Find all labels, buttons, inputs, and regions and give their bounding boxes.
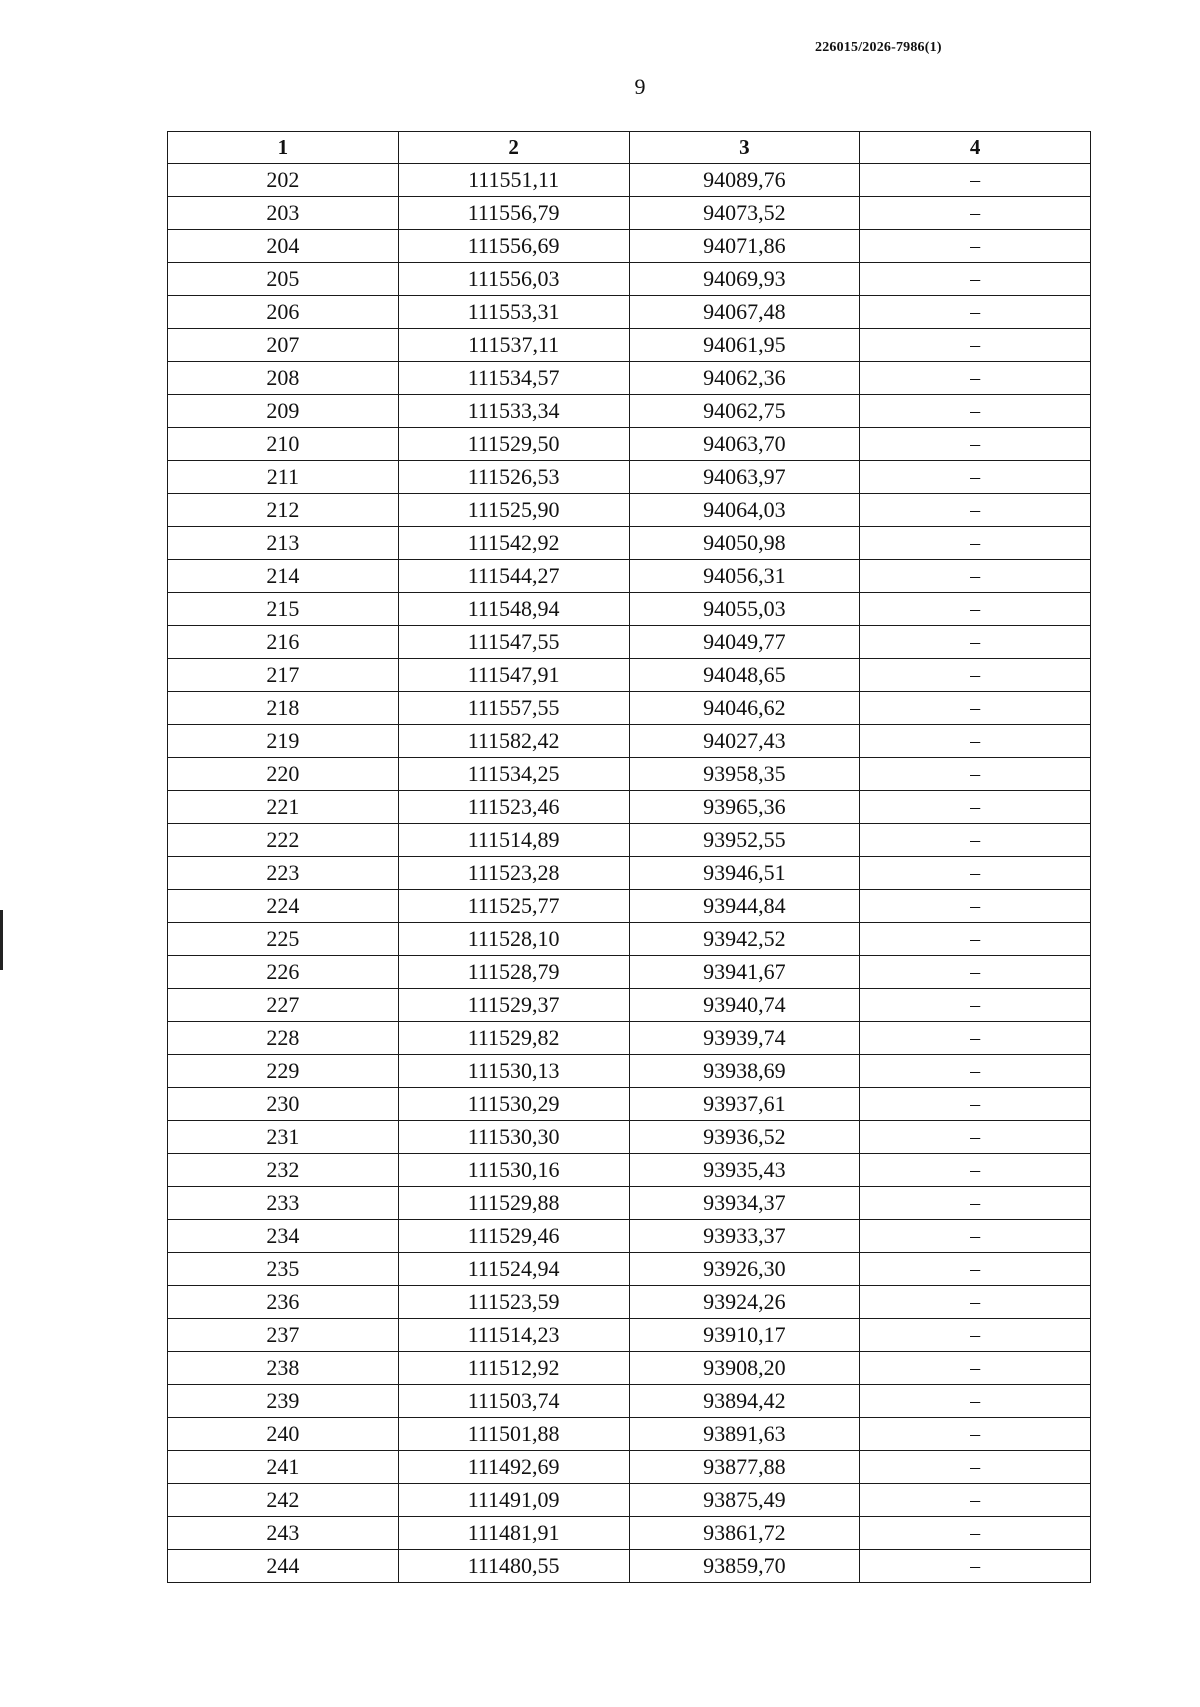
note-cell: – [860, 725, 1091, 758]
note-cell: – [860, 1055, 1091, 1088]
x-coordinate-cell: 111526,53 [398, 461, 629, 494]
y-coordinate-cell: 94071,86 [629, 230, 860, 263]
table-row [168, 164, 1091, 197]
table-row [168, 1319, 1091, 1352]
x-coordinate-cell: 111530,16 [398, 1154, 629, 1187]
table-row [168, 1286, 1091, 1319]
y-coordinate-cell: 93859,70 [629, 1550, 860, 1583]
y-coordinate-cell: 93965,36 [629, 791, 860, 824]
note-cell: – [860, 1088, 1091, 1121]
point-number-cell: 242 [168, 1484, 399, 1517]
page-number: 9 [634, 74, 646, 99]
note-cell: – [860, 428, 1091, 461]
point-number-cell: 226 [168, 956, 399, 989]
point-number-cell: 224 [168, 890, 399, 923]
column-header-4: 4 [860, 132, 1091, 164]
note-cell: – [860, 461, 1091, 494]
note-cell: – [860, 164, 1091, 197]
note-cell: – [860, 494, 1091, 527]
table-row [168, 758, 1091, 791]
y-coordinate-cell: 93938,69 [629, 1055, 860, 1088]
note-cell: – [860, 1550, 1091, 1583]
column-header-3: 3 [629, 132, 860, 164]
table-row [168, 1055, 1091, 1088]
note-cell: – [860, 758, 1091, 791]
point-number-cell: 244 [168, 1550, 399, 1583]
y-coordinate-cell: 94064,03 [629, 494, 860, 527]
table-row [168, 1121, 1091, 1154]
note-cell: – [860, 1022, 1091, 1055]
table-row [168, 263, 1091, 296]
y-coordinate-cell: 94062,75 [629, 395, 860, 428]
note-cell: – [860, 1319, 1091, 1352]
x-coordinate-cell: 111530,29 [398, 1088, 629, 1121]
x-coordinate-cell: 111556,03 [398, 263, 629, 296]
note-cell: – [860, 1187, 1091, 1220]
y-coordinate-cell: 93926,30 [629, 1253, 860, 1286]
y-coordinate-cell: 94050,98 [629, 527, 860, 560]
point-number-cell: 237 [168, 1319, 399, 1352]
y-coordinate-cell: 93934,37 [629, 1187, 860, 1220]
note-cell: – [860, 1484, 1091, 1517]
table-row [168, 956, 1091, 989]
x-coordinate-cell: 111514,89 [398, 824, 629, 857]
x-coordinate-cell: 111529,88 [398, 1187, 629, 1220]
note-cell: – [860, 329, 1091, 362]
note-cell: – [860, 1352, 1091, 1385]
x-coordinate-cell: 111524,94 [398, 1253, 629, 1286]
note-cell: – [860, 791, 1091, 824]
note-cell: – [860, 197, 1091, 230]
y-coordinate-cell: 93942,52 [629, 923, 860, 956]
x-coordinate-cell: 111547,55 [398, 626, 629, 659]
y-coordinate-cell: 93910,17 [629, 1319, 860, 1352]
table-row [168, 1451, 1091, 1484]
note-cell: – [860, 362, 1091, 395]
note-cell: – [860, 824, 1091, 857]
x-coordinate-cell: 111548,94 [398, 593, 629, 626]
x-coordinate-cell: 111556,79 [398, 197, 629, 230]
x-coordinate-cell: 111503,74 [398, 1385, 629, 1418]
point-number-cell: 225 [168, 923, 399, 956]
point-number-cell: 215 [168, 593, 399, 626]
table-row [168, 1484, 1091, 1517]
point-number-cell: 213 [168, 527, 399, 560]
x-coordinate-cell: 111556,69 [398, 230, 629, 263]
table-row [168, 1418, 1091, 1451]
note-cell: – [860, 593, 1091, 626]
y-coordinate-cell: 94069,93 [629, 263, 860, 296]
table-row [168, 296, 1091, 329]
point-number-cell: 208 [168, 362, 399, 395]
y-coordinate-cell: 94063,70 [629, 428, 860, 461]
y-coordinate-cell: 93936,52 [629, 1121, 860, 1154]
table-row [168, 1022, 1091, 1055]
x-coordinate-cell: 111542,92 [398, 527, 629, 560]
table-row [168, 626, 1091, 659]
x-coordinate-cell: 111533,34 [398, 395, 629, 428]
x-coordinate-cell: 111481,91 [398, 1517, 629, 1550]
x-coordinate-cell: 111551,11 [398, 164, 629, 197]
y-coordinate-cell: 94067,48 [629, 296, 860, 329]
table-row [168, 494, 1091, 527]
x-coordinate-cell: 111512,92 [398, 1352, 629, 1385]
note-cell: – [860, 263, 1091, 296]
point-number-cell: 204 [168, 230, 399, 263]
x-coordinate-cell: 111523,28 [398, 857, 629, 890]
y-coordinate-cell: 93891,63 [629, 1418, 860, 1451]
x-coordinate-cell: 111529,37 [398, 989, 629, 1022]
table-row [168, 1154, 1091, 1187]
point-number-cell: 231 [168, 1121, 399, 1154]
note-cell: – [860, 1121, 1091, 1154]
point-number-cell: 214 [168, 560, 399, 593]
x-coordinate-cell: 111537,11 [398, 329, 629, 362]
x-coordinate-cell: 111525,90 [398, 494, 629, 527]
table-row [168, 1187, 1091, 1220]
column-header-1: 1 [168, 132, 399, 164]
point-number-cell: 223 [168, 857, 399, 890]
point-number-cell: 229 [168, 1055, 399, 1088]
y-coordinate-cell: 93935,43 [629, 1154, 860, 1187]
point-number-cell: 230 [168, 1088, 399, 1121]
point-number-cell: 228 [168, 1022, 399, 1055]
point-number-cell: 207 [168, 329, 399, 362]
note-cell: – [860, 890, 1091, 923]
table-row [168, 1352, 1091, 1385]
table-row [168, 857, 1091, 890]
note-cell: – [860, 1418, 1091, 1451]
point-number-cell: 238 [168, 1352, 399, 1385]
y-coordinate-cell: 93933,37 [629, 1220, 860, 1253]
table-row [168, 560, 1091, 593]
table-row [168, 1220, 1091, 1253]
x-coordinate-cell: 111528,10 [398, 923, 629, 956]
note-cell: – [860, 1253, 1091, 1286]
note-cell: – [860, 692, 1091, 725]
note-cell: – [860, 857, 1091, 890]
point-number-cell: 241 [168, 1451, 399, 1484]
y-coordinate-cell: 93908,20 [629, 1352, 860, 1385]
note-cell: – [860, 296, 1091, 329]
y-coordinate-cell: 94055,03 [629, 593, 860, 626]
table-row [168, 461, 1091, 494]
table-row [168, 1517, 1091, 1550]
table-row [168, 428, 1091, 461]
y-coordinate-cell: 93877,88 [629, 1451, 860, 1484]
table-row [168, 989, 1091, 1022]
table-row [168, 329, 1091, 362]
y-coordinate-cell: 93937,61 [629, 1088, 860, 1121]
x-coordinate-cell: 111547,91 [398, 659, 629, 692]
note-cell: – [860, 1385, 1091, 1418]
note-cell: – [860, 956, 1091, 989]
note-cell: – [860, 989, 1091, 1022]
point-number-cell: 209 [168, 395, 399, 428]
point-number-cell: 211 [168, 461, 399, 494]
point-number-cell: 234 [168, 1220, 399, 1253]
point-number-cell: 218 [168, 692, 399, 725]
table-row [168, 230, 1091, 263]
point-number-cell: 217 [168, 659, 399, 692]
y-coordinate-cell: 93875,49 [629, 1484, 860, 1517]
point-number-cell: 235 [168, 1253, 399, 1286]
note-cell: – [860, 230, 1091, 263]
y-coordinate-cell: 93924,26 [629, 1286, 860, 1319]
x-coordinate-cell: 111529,50 [398, 428, 629, 461]
point-number-cell: 232 [168, 1154, 399, 1187]
point-number-cell: 243 [168, 1517, 399, 1550]
table-row [168, 197, 1091, 230]
note-cell: – [860, 527, 1091, 560]
y-coordinate-cell: 93946,51 [629, 857, 860, 890]
table-body [168, 164, 1091, 1583]
x-coordinate-cell: 111523,59 [398, 1286, 629, 1319]
table-row [168, 725, 1091, 758]
point-number-cell: 222 [168, 824, 399, 857]
y-coordinate-cell: 94027,43 [629, 725, 860, 758]
point-number-cell: 240 [168, 1418, 399, 1451]
y-coordinate-cell: 93861,72 [629, 1517, 860, 1550]
y-coordinate-cell: 93958,35 [629, 758, 860, 791]
y-coordinate-cell: 94073,52 [629, 197, 860, 230]
table-row [168, 659, 1091, 692]
note-cell: – [860, 1286, 1091, 1319]
x-coordinate-cell: 111523,46 [398, 791, 629, 824]
note-cell: – [860, 1451, 1091, 1484]
point-number-cell: 216 [168, 626, 399, 659]
note-cell: – [860, 1154, 1091, 1187]
y-coordinate-cell: 93894,42 [629, 1385, 860, 1418]
point-number-cell: 219 [168, 725, 399, 758]
y-coordinate-cell: 93940,74 [629, 989, 860, 1022]
table-row [168, 395, 1091, 428]
x-coordinate-cell: 111501,88 [398, 1418, 629, 1451]
point-number-cell: 239 [168, 1385, 399, 1418]
point-number-cell: 205 [168, 263, 399, 296]
point-number-cell: 206 [168, 296, 399, 329]
x-coordinate-cell: 111525,77 [398, 890, 629, 923]
y-coordinate-cell: 94089,76 [629, 164, 860, 197]
x-coordinate-cell: 111582,42 [398, 725, 629, 758]
x-coordinate-cell: 111514,23 [398, 1319, 629, 1352]
point-number-cell: 227 [168, 989, 399, 1022]
point-number-cell: 210 [168, 428, 399, 461]
column-header-2: 2 [398, 132, 629, 164]
y-coordinate-cell: 94049,77 [629, 626, 860, 659]
point-number-cell: 221 [168, 791, 399, 824]
y-coordinate-cell: 93939,74 [629, 1022, 860, 1055]
note-cell: – [860, 395, 1091, 428]
y-coordinate-cell: 94063,97 [629, 461, 860, 494]
table-header-row [168, 132, 1091, 164]
y-coordinate-cell: 94062,36 [629, 362, 860, 395]
document-number: 226015/2026-7986(1) [815, 40, 942, 55]
table-row [168, 692, 1091, 725]
table-row [168, 791, 1091, 824]
table-row [168, 923, 1091, 956]
note-cell: – [860, 659, 1091, 692]
table-row [168, 1253, 1091, 1286]
x-coordinate-cell: 111530,13 [398, 1055, 629, 1088]
table-row [168, 593, 1091, 626]
y-coordinate-cell: 94048,65 [629, 659, 860, 692]
table-row [168, 1385, 1091, 1418]
x-coordinate-cell: 111544,27 [398, 560, 629, 593]
coordinates-table [167, 131, 1091, 1583]
note-cell: – [860, 1220, 1091, 1253]
point-number-cell: 236 [168, 1286, 399, 1319]
x-coordinate-cell: 111534,57 [398, 362, 629, 395]
table-row [168, 1088, 1091, 1121]
table-row [168, 824, 1091, 857]
x-coordinate-cell: 111528,79 [398, 956, 629, 989]
x-coordinate-cell: 111529,46 [398, 1220, 629, 1253]
note-cell: – [860, 626, 1091, 659]
y-coordinate-cell: 94061,95 [629, 329, 860, 362]
y-coordinate-cell: 93952,55 [629, 824, 860, 857]
y-coordinate-cell: 94056,31 [629, 560, 860, 593]
table-row [168, 527, 1091, 560]
table-row [168, 1550, 1091, 1583]
x-coordinate-cell: 111553,31 [398, 296, 629, 329]
point-number-cell: 202 [168, 164, 399, 197]
x-coordinate-cell: 111491,09 [398, 1484, 629, 1517]
table-row [168, 890, 1091, 923]
point-number-cell: 203 [168, 197, 399, 230]
margin-scan-mark [0, 910, 3, 970]
table-row [168, 362, 1091, 395]
y-coordinate-cell: 94046,62 [629, 692, 860, 725]
note-cell: – [860, 1517, 1091, 1550]
y-coordinate-cell: 93944,84 [629, 890, 860, 923]
x-coordinate-cell: 111530,30 [398, 1121, 629, 1154]
note-cell: – [860, 923, 1091, 956]
point-number-cell: 233 [168, 1187, 399, 1220]
point-number-cell: 220 [168, 758, 399, 791]
x-coordinate-cell: 111534,25 [398, 758, 629, 791]
y-coordinate-cell: 93941,67 [629, 956, 860, 989]
x-coordinate-cell: 111480,55 [398, 1550, 629, 1583]
x-coordinate-cell: 111492,69 [398, 1451, 629, 1484]
x-coordinate-cell: 111529,82 [398, 1022, 629, 1055]
x-coordinate-cell: 111557,55 [398, 692, 629, 725]
point-number-cell: 212 [168, 494, 399, 527]
note-cell: – [860, 560, 1091, 593]
